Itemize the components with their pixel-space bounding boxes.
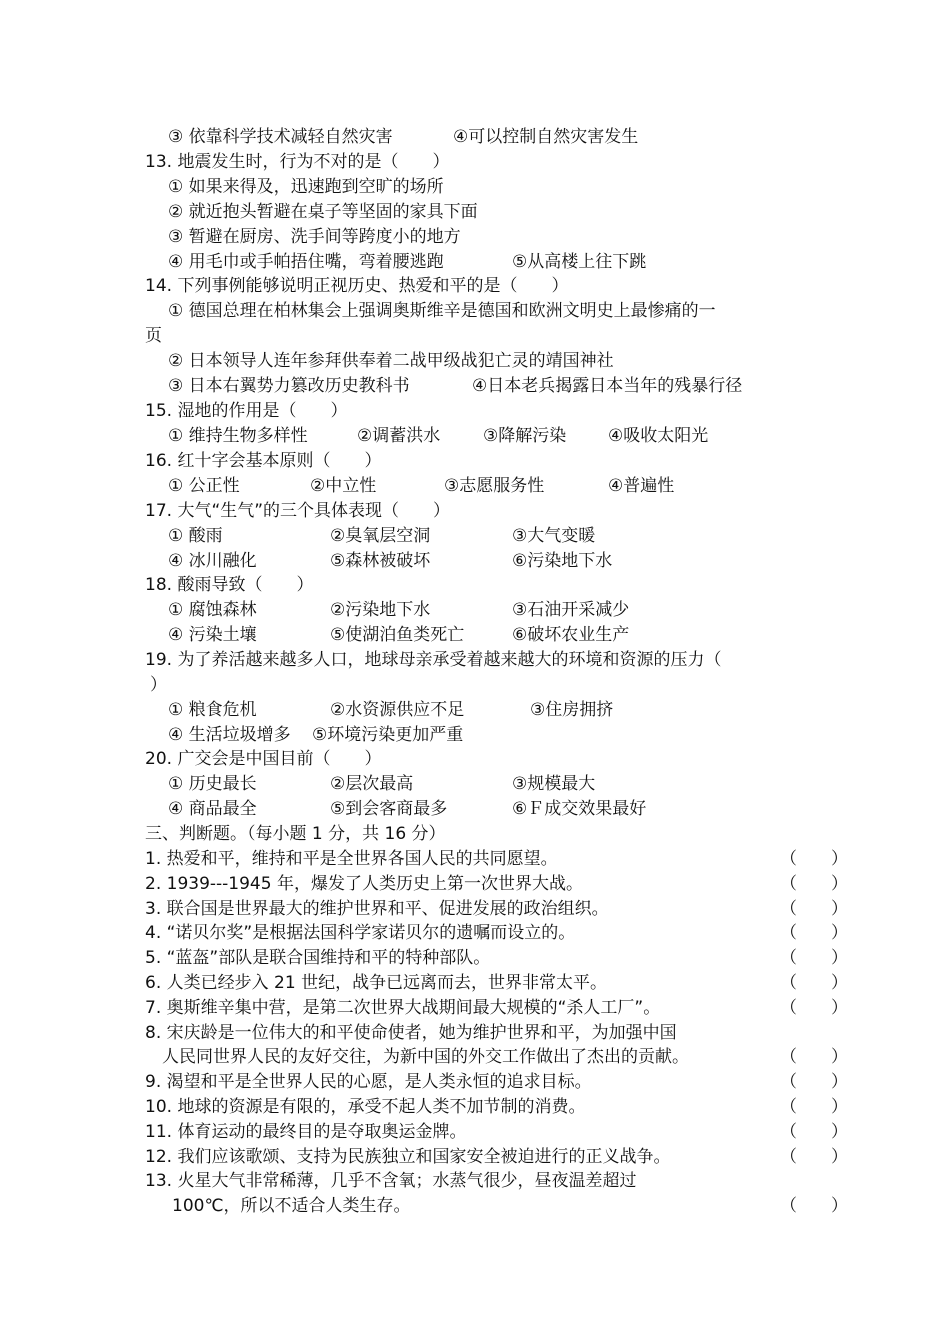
q16-option-1: ① 公正性 (168, 476, 240, 496)
q19-option-4: ④ 生活垃圾增多 (168, 725, 291, 745)
q16-stem: 16. 红十字会基本原则（ ） (145, 451, 382, 471)
answer-paren: （ ） (780, 899, 848, 919)
q13-option-4: ④ 用毛巾或手帕捂住嘴，弯着腰逃跑 (168, 252, 444, 272)
answer-paren: （ ） (780, 923, 848, 943)
answer-paren: （ ） (780, 1196, 848, 1216)
q14-option-1-cont: 页 (145, 326, 162, 346)
q19-stem: 19. 为了养活越来越多人口，地球母亲承受着越来越大的环境和资源的压力（ (145, 650, 722, 670)
q20-option-1: ① 历史最长 (168, 774, 257, 794)
answer-paren: （ ） (780, 1147, 848, 1167)
tf-item-13-cont: 100℃，所以不适合人类生存。 (172, 1196, 411, 1216)
q16-option-4: ④普遍性 (608, 476, 675, 496)
answer-paren: （ ） (780, 998, 848, 1018)
q19-stem-cont: ） (150, 675, 167, 695)
tf-item-7: 7. 奥斯维辛集中营，是第二次世界大战期间最大规模的“杀人工厂”。 (145, 998, 661, 1018)
tf-item-9: 9. 渴望和平是全世界人民的心愿，是人类永恒的追求目标。 (145, 1072, 592, 1092)
q17-option-5: ⑤森林被破坏 (330, 551, 431, 571)
q13-option-5: ⑤从高楼上往下跳 (512, 252, 647, 272)
q20-option-5: ⑤到会客商最多 (330, 799, 448, 819)
tf-item-4: 4. “诺贝尔奖”是根据法国科学家诺贝尔的遗嘱而设立的。 (145, 923, 576, 943)
q20-option-4: ④ 商品最全 (168, 799, 257, 819)
q14-option-3: ③ 日本右翼势力篡改历史教科书 (168, 376, 410, 396)
q17-option-6: ⑥污染地下水 (512, 551, 613, 571)
tf-item-5: 5. “蓝盔”部队是联合国维持和平的特种部队。 (145, 948, 491, 968)
q18-stem: 18. 酸雨导致（ ） (145, 575, 314, 595)
q16-option-2: ②中立性 (310, 476, 377, 496)
q14-option-4: ④日本老兵揭露日本当年的残暴行径 (472, 376, 743, 396)
q18-option-6: ⑥破坏农业生产 (512, 625, 630, 645)
answer-paren: （ ） (780, 849, 848, 869)
q16-option-3: ③志愿服务性 (444, 476, 545, 496)
q14-option-2: ② 日本领导人连年参拜供奉着二战甲级战犯亡灵的靖国神社 (168, 351, 614, 371)
q17-option-4: ④ 冰川融化 (168, 551, 257, 571)
q19-option-1: ① 粮食危机 (168, 700, 257, 720)
q14-option-1: ① 德国总理在柏林集会上强调奥斯维辛是德国和欧洲文明史上最惨痛的一 (168, 301, 716, 321)
answer-paren: （ ） (780, 1072, 848, 1092)
q20-option-2: ②层次最高 (330, 774, 414, 794)
tf-item-8: 8. 宋庆龄是一位伟大的和平使命使者，她为维护世界和平，为加强中国 (145, 1023, 677, 1043)
q12-option-4: ④可以控制自然灾害发生 (453, 127, 639, 147)
q15-option-3: ③降解污染 (483, 426, 567, 446)
q15-option-4: ④吸收太阳光 (608, 426, 709, 446)
tf-item-2: 2. 1939---1945 年，爆发了人类历史上第一次世界大战。 (145, 874, 583, 894)
q19-option-5: ⑤环境污染更加严重 (312, 725, 464, 745)
q13-option-3: ③ 暂避在厨房、洗手间等跨度小的地方 (168, 227, 461, 247)
tf-item-8-cont: 人民同世界人民的友好交往，为新中国的外交工作做出了杰出的贡献。 (162, 1047, 689, 1067)
answer-paren: （ ） (780, 948, 848, 968)
answer-paren: （ ） (780, 874, 848, 894)
q18-option-5: ⑤使湖泊鱼类死亡 (330, 625, 465, 645)
answer-paren: （ ） (780, 1122, 848, 1142)
q12-option-3: ③ 依靠科学技术减轻自然灾害 (168, 127, 393, 147)
q18-option-3: ③石油开采减少 (512, 600, 630, 620)
answer-paren: （ ） (780, 1097, 848, 1117)
q19-option-3: ③住房拥挤 (530, 700, 614, 720)
q18-option-4: ④ 污染土壤 (168, 625, 257, 645)
q15-option-1: ① 维持生物多样性 (168, 426, 308, 446)
tf-item-12: 12. 我们应该歌颂、支持为民族独立和国家安全被迫进行的正义战争。 (145, 1147, 671, 1167)
q13-stem: 13. 地震发生时，行为不对的是（ ） (145, 152, 450, 172)
q13-option-1: ① 如果来得及，迅速跑到空旷的场所 (168, 177, 444, 197)
q20-option-3: ③规模最大 (512, 774, 596, 794)
q13-option-2: ② 就近抱头暂避在桌子等坚固的家具下面 (168, 202, 478, 222)
answer-paren: （ ） (780, 1047, 848, 1067)
q19-option-2: ②水资源供应不足 (330, 700, 465, 720)
tf-item-1: 1. 热爱和平，维持和平是全世界各国人民的共同愿望。 (145, 849, 558, 869)
q15-stem: 15. 湿地的作用是（ ） (145, 401, 348, 421)
tf-item-10: 10. 地球的资源是有限的，承受不起人类不加节制的消费。 (145, 1097, 586, 1117)
tf-item-11: 11. 体育运动的最终目的是夺取奥运金牌。 (145, 1122, 467, 1142)
q14-stem: 14. 下列事例能够说明正视历史、热爱和平的是（ ） (145, 276, 569, 296)
q18-option-2: ②污染地下水 (330, 600, 431, 620)
q20-stem: 20. 广交会是中国目前（ ） (145, 749, 382, 769)
q17-option-1: ① 酸雨 (168, 526, 223, 546)
tf-item-6: 6. 人类已经步入 21 世纪，战争已远离而去，世界非常太平。 (145, 973, 608, 993)
section-3-title: 三、判断题。（每小题 1 分，共 16 分） (145, 824, 446, 844)
q17-option-2: ②臭氧层空洞 (330, 526, 431, 546)
q17-stem: 17. 大气“生气”的三个具体表现（ ） (145, 501, 451, 521)
q18-option-1: ① 腐蚀森林 (168, 600, 257, 620)
tf-item-13: 13. 火星大气非常稀薄，几乎不含氧；水蒸气很少，昼夜温差超过 (145, 1171, 637, 1191)
q15-option-2: ②调蓄洪水 (357, 426, 441, 446)
q20-option-6: ⑥Ｆ成交效果最好 (512, 799, 647, 819)
answer-paren: （ ） (780, 973, 848, 993)
q17-option-3: ③大气变暖 (512, 526, 596, 546)
tf-item-3: 3. 联合国是世界最大的维护世界和平、促进发展的政治组织。 (145, 899, 609, 919)
